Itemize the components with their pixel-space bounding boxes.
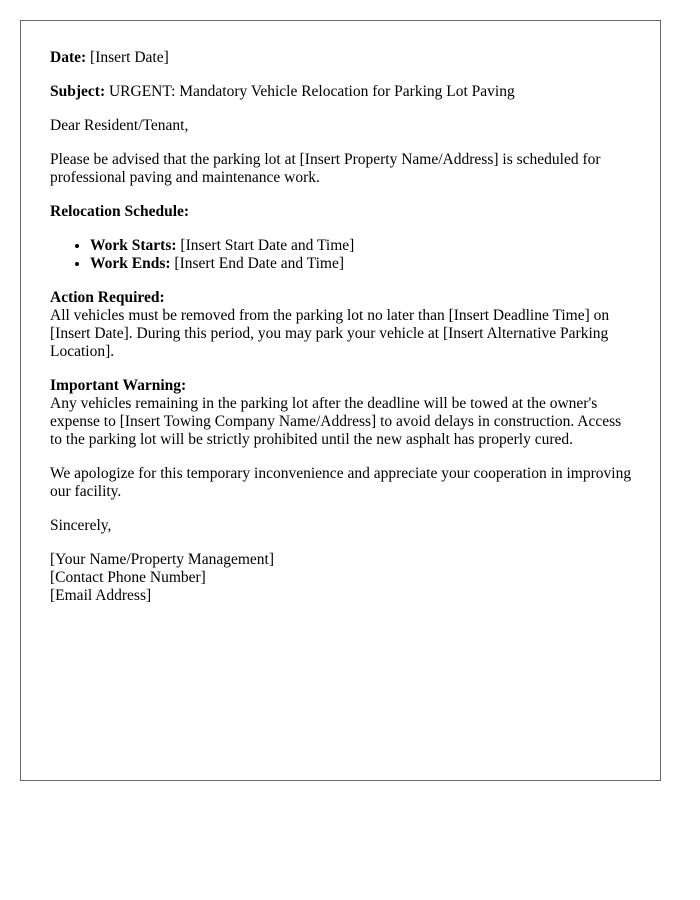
signature-phone: [Contact Phone Number] (50, 569, 206, 586)
schedule-list (50, 237, 632, 273)
signature-name: [Your Name/Property Management] (50, 551, 274, 568)
schedule-item-label: Work Ends: (90, 255, 171, 272)
action-text: All vehicles must be removed from the parking lot no later than [Insert Deadline Time] on [Insert Date]. During this period, you may park your vehicle at [Insert Alternative Parking Location]. (50, 307, 610, 360)
date-label: Date: (50, 49, 87, 66)
signature-block (50, 551, 632, 605)
action-section (50, 289, 632, 361)
letter-page (20, 20, 661, 781)
date-value: [Insert Date] (90, 49, 169, 66)
schedule-item-value: [Insert End Date and Time] (174, 255, 345, 272)
date-line (50, 49, 632, 67)
schedule-item-end (90, 255, 632, 273)
warning-heading: Important Warning: (50, 377, 187, 394)
apology-paragraph: We apologize for this temporary inconvenience and appreciate your cooperation in improving our facility. (50, 465, 632, 500)
signature-email: [Email Address] (50, 587, 152, 604)
warning-section (50, 377, 632, 449)
schedule-heading: Relocation Schedule: (50, 203, 190, 220)
subject-label: Subject: (50, 83, 106, 100)
warning-text: Any vehicles remaining in the parking lot after the deadline will be towed at the owner's expense to [Insert Towing Company Name/Address] to avoid delays in construction. Access to the parking lot will be strictly prohibited until the new asphalt has properly cured. (50, 395, 622, 448)
intro-paragraph: Please be advised that the parking lot at [Insert Property Name/Address] is scheduled for professional paving and maintenance work. (50, 151, 601, 186)
closing: Sincerely, (50, 517, 112, 534)
subject-value: URGENT: Mandatory Vehicle Relocation for Parking Lot Paving (108, 83, 515, 100)
salutation: Dear Resident/Tenant, (50, 117, 189, 134)
schedule-item-start (90, 237, 632, 255)
subject-line (50, 83, 632, 101)
action-heading: Action Required: (50, 289, 165, 306)
schedule-item-label: Work Starts: (90, 237, 177, 254)
schedule-item-value: [Insert Start Date and Time] (180, 237, 355, 254)
